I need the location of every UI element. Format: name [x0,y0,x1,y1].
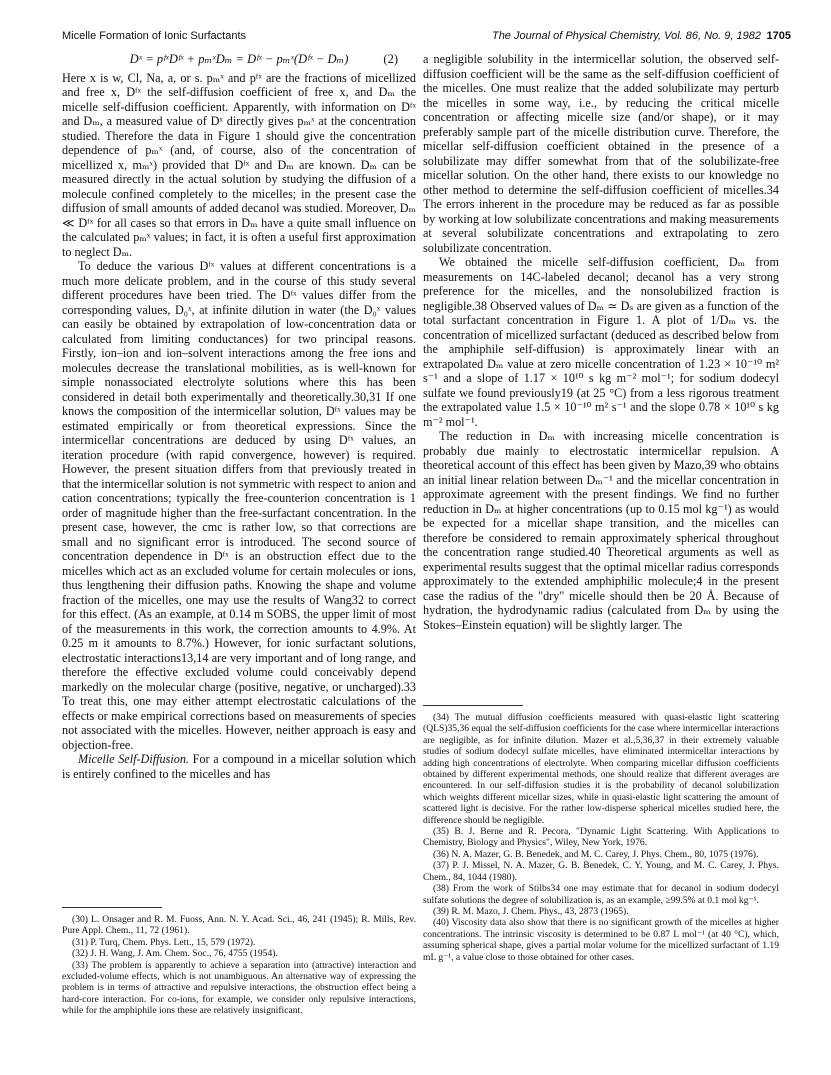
paragraph [62,752,416,781]
footnotes-left [62,907,416,1017]
paragraph-text: For a compound in a micellar solution which is entirely confined to the micelles and has [62,752,416,781]
footnote: (39) R. M. Mazo, J. Chem. Phys., 43, 2873 (1965). [433,905,629,917]
running-head-title: Micelle Formation of Ionic Surfactants [62,30,247,42]
footnote: (34) The mutual diffusion coefficients measured with quasi-elastic light scattering (QLS)35,36 equal the self-diffusion coefficients for the case where intermicellar interactions are negligible, as for infinite dilution. Mazer et al.,5,36,37 in their extremely valuable studies of sodium dodecyl sulfate micelles, have eliminated intermicellar interactions by adding high concentrations of electrolyte. When comparing micellar diffusion coefficients obtained by different experimental methods, one should realize that different averages are encountered. In our self-diffusion studies it is the probability of decanol solubilization which weights different micellar sizes, while in quasi-elastic light scattering the amount of scattered light is decisive. For the rather low-disperse spherical micelles studied here, the difference should be negligible. [423,712,779,826]
equation-2 [62,52,416,67]
paragraph: The reduction in Dₘ with increasing micelle concentration is probably due mainly to electrostatic intermicellar repulsion. A theoretical account of this effect has been given by Mazo,39 who obtains an initial linear relation between Dₘ⁻¹ and the micellar concentration in approximate agreement with the present findings. We find no further reduction in Dₘ at higher concentrations (up to 0.15 mol kg⁻¹) as would be expected for a micellar shape transition, and the micelles can therefore be considered to remain approximately spherical throughout the concentration range studied.40 Theoretical arguments as well as experimental results suggest that the optimal micellar radius corresponds approximately to the extended amphiphilic molecule;4 in the present case the radius of the "dry" micelle should then be 20 Å. Because of hydration, the hydrodynamic radius (calculated from Dₘ by using the Stokes–Einstein equation) will be slightly larger. The [423,429,779,632]
footnote: (36) N. A. Mazer, G. B. Benedek, and M. C. Carey, J. Phys. Chem., 80, 1075 (1976). [433,848,759,860]
journal-citation: The Journal of Physical Chemistry, Vol. 86, No. 9, 1982 [491,30,761,42]
right-column [423,52,779,632]
footnote: (40) Viscosity data also show that there is no significant growth of the micelles at higher concentrations. The intrinsic viscosity is determined to be 0.87 L mol⁻¹ (at 40 °C), which, assuming spherical shape, gives a partial molar volume for the micellized surfactant of 1.19 mL g⁻¹, a value close to those obtained for other cases. [423,917,779,963]
paragraph: We obtained the micelle self-diffusion coefficient, Dₘ from measurements on 14C-labeled decanol; decanol has a very strong preference for the micelles, and the nonsolubilized fraction is negligible.38 Observed values of Dₘ ≃ Dₛ are given as a function of the total surfactant concentration in Figure 1. A plot of 1/Dₘ vs. the concentration of micellized surfactant (deduced as described below from the amphiphile self-diffusion) is approximately linear with an extrapolated Dₘ value at zero micelle concentration of 1.23 × 10⁻¹⁰ m² s⁻¹ and a slope of 1.17 × 10¹⁰ s kg m⁻² mol⁻¹; for sodium dodecyl sulfate we found previously19 (at 25 °C) from a less rigorous treatment the extrapolated value 1.5 × 10⁻¹⁰ m² s⁻¹ and the slope 0.78 × 10¹⁰ s kg m⁻² mol⁻¹. [423,255,779,429]
footnote: (33) The problem is apparently to achieve a separation into (attractive) interaction and excluded-volume effects, which is not unambiguous. An alternative way of expressing the problem is in terms of attractive and repulsive interactions, the obstruction effect being a hard-core interaction. For co-ions, for example, we consider only repulsive interactions, while for the amphiphile ions these are relatively insignificant. [62,959,416,1017]
footnote-rule [62,907,162,908]
section-heading: Micelle Self-Diffusion. [78,752,189,766]
page-number: 1705 [766,30,791,42]
paragraph: Here x is w, Cl, Na, a, or s. pₘˣ and pᶠˣ are the fractions of micellized and free x, Dᶠˣ the self-diffusion coefficient of free x, and Dₘ the micelle self-diffusion coefficient. Apparently, with information on Dᶠˣ and Dₘ, a measured value of Dˣ directly gives pₘˣ at the concentration studied. Therefore the data in Figure 1 should give the concentration dependence of pₘˣ (and, of course, also of the concentration of micellized x, mₘˣ) provided that Dᶠˣ and Dₘ are known. Dₘ can be measured directly in the actual solution by studying the diffusion of a molecule confined completely to the micelles; in the present case the diffusion of small amounts of added decanol was studied. Moreover, Dₘ ≪ Dᶠˣ for all cases so that errors in Dₘ have a quite small influence on the calculated pₘˣ values; in fact, it is often a useful first approximation to neglect Dₘ. [62,70,416,259]
paragraph: a negligible solubility in the intermicellar solution, the observed self-diffusion coefficient will be the same as the self-diffusion coefficient of the micelles. One must realize that the added solubilizate may perturb the micelles in some way, i.e., by reducing the critical micelle concentration or affecting micelle size (and/or shape), or it may preferably sample part of the micelle distribution curve. Therefore, the micellar self-diffusion coefficient obtained in the presence of a solubilizate may differ somewhat from that of the solubilizate-free micellar solution. On the other hand, there exists to our knowledge no other method to determine the self-diffusion coefficient of micelles.34 The errors inherent in the procedure may be reduced as far as possible by working at low solubilizate concentrations and making measurements at several solubilizate concentrations and extrapolating to zero solubilizate concentration. [423,52,779,255]
equation-text: Dˣ = pᶠˣDᶠˣ + pₘˣDₘ = Dᶠˣ − pₘˣ(Dᶠˣ − Dₘ) [129,52,349,66]
footnote: (30) L. Onsager and R. M. Fuoss, Ann. N. Y. Acad. Sci., 46, 241 (1945); R. Mills, Rev. Pure Appl. Chem., 11, 72 (1961). [62,914,416,937]
footnote: (31) P. Turq, Chem. Phys. Lett., 15, 579 (1972). [72,936,256,948]
footnote: (32) J. H. Wang, J. Am. Chem. Soc., 76, 4755 (1954). [72,948,278,960]
footnote: (35) B. J. Berne and R. Pecora, "Dynamic Light Scattering. With Applications to Chemistry, Biology and Physics", Wiley, New York, 1976. [423,826,779,849]
running-head [62,30,791,48]
equation-number: (2) [383,52,398,66]
left-column [62,52,416,781]
footnote: (38) From the work of Stilbs34 one may estimate that for decanol in sodium dodecyl sulfate solutions the degree of solubilization is, as an example, ≥99.5% at 0.1 mol kg⁻¹. [423,883,779,906]
paragraph: To deduce the various Dᶠˣ values at different concentrations is a much more delicate problem, and in the course of this study several different procedures have been tried. The Dᶠˣ values differ from the corresponding values, D₀ˣ, at infinite dilution in water (the D₀ˣ values can easily be obtained by extrapolation of low-concentration data or calculated from limiting conductances) for two principal reasons. Firstly, ion–ion and ion–solvent interactions among the free ions and molecules decrease the translational mobilities, as is well-known for simple nonassociated electrolyte solutions where this has been considered in detail both experimentally and theoretically.30,31 If one knows the composition of the intermicellar solution, Dᶠˣ values may be estimated empirically or from theoretical expressions. Since the intermicellar concentrations are deduced by using Dᶠˣ values, an iteration procedure (with rapid convergence, however) is required. However, the present situation differs from that previously treated in that the intermicellar solution is not symmetric with respect to anion and cation concentrations; typically the free-counterion concentration is 1 order of magnitude higher than the free-surfactant concentration. In the present case, however, the cmc is rather low, so that corrections are small and no significant error is introduced. The second source of concentration dependence in Dᶠˣ is an obstruction effect due to the micelles which act as an excluded volume for certain molecules or ions, thus lengthening their diffusion paths. Knowing the shape and volume fraction of the micelles, one may use the results of Wang32 to correct for this effect. (As an example, at 0.14 m SOBS, the upper limit of most of the measurements in this work, the correction amounts to 4.9%. At 0.25 m it amounts to 8.7%.) However, for ionic surfactant solutions, electrostatic interactions13,14 are very important and of long range, and therefore the effective excluded volume could conceivably depend markedly on the molecular charge (positive, negative, or uncharged).33 To treat this, one may either attempt electrostatic calculations of the effects or make empirical corrections based on measurements of species not associated with the micelles. However, neither approach is easy and objection-free. [62,259,416,752]
footnotes-right [423,705,779,963]
footnote: (37) P. J. Missel, N. A. Mazer, G. B. Benedek, C. Y. Young, and M. C. Carey, J. Phys. Chem., 84, 1044 (1980). [423,860,779,883]
footnote-rule [423,705,523,706]
